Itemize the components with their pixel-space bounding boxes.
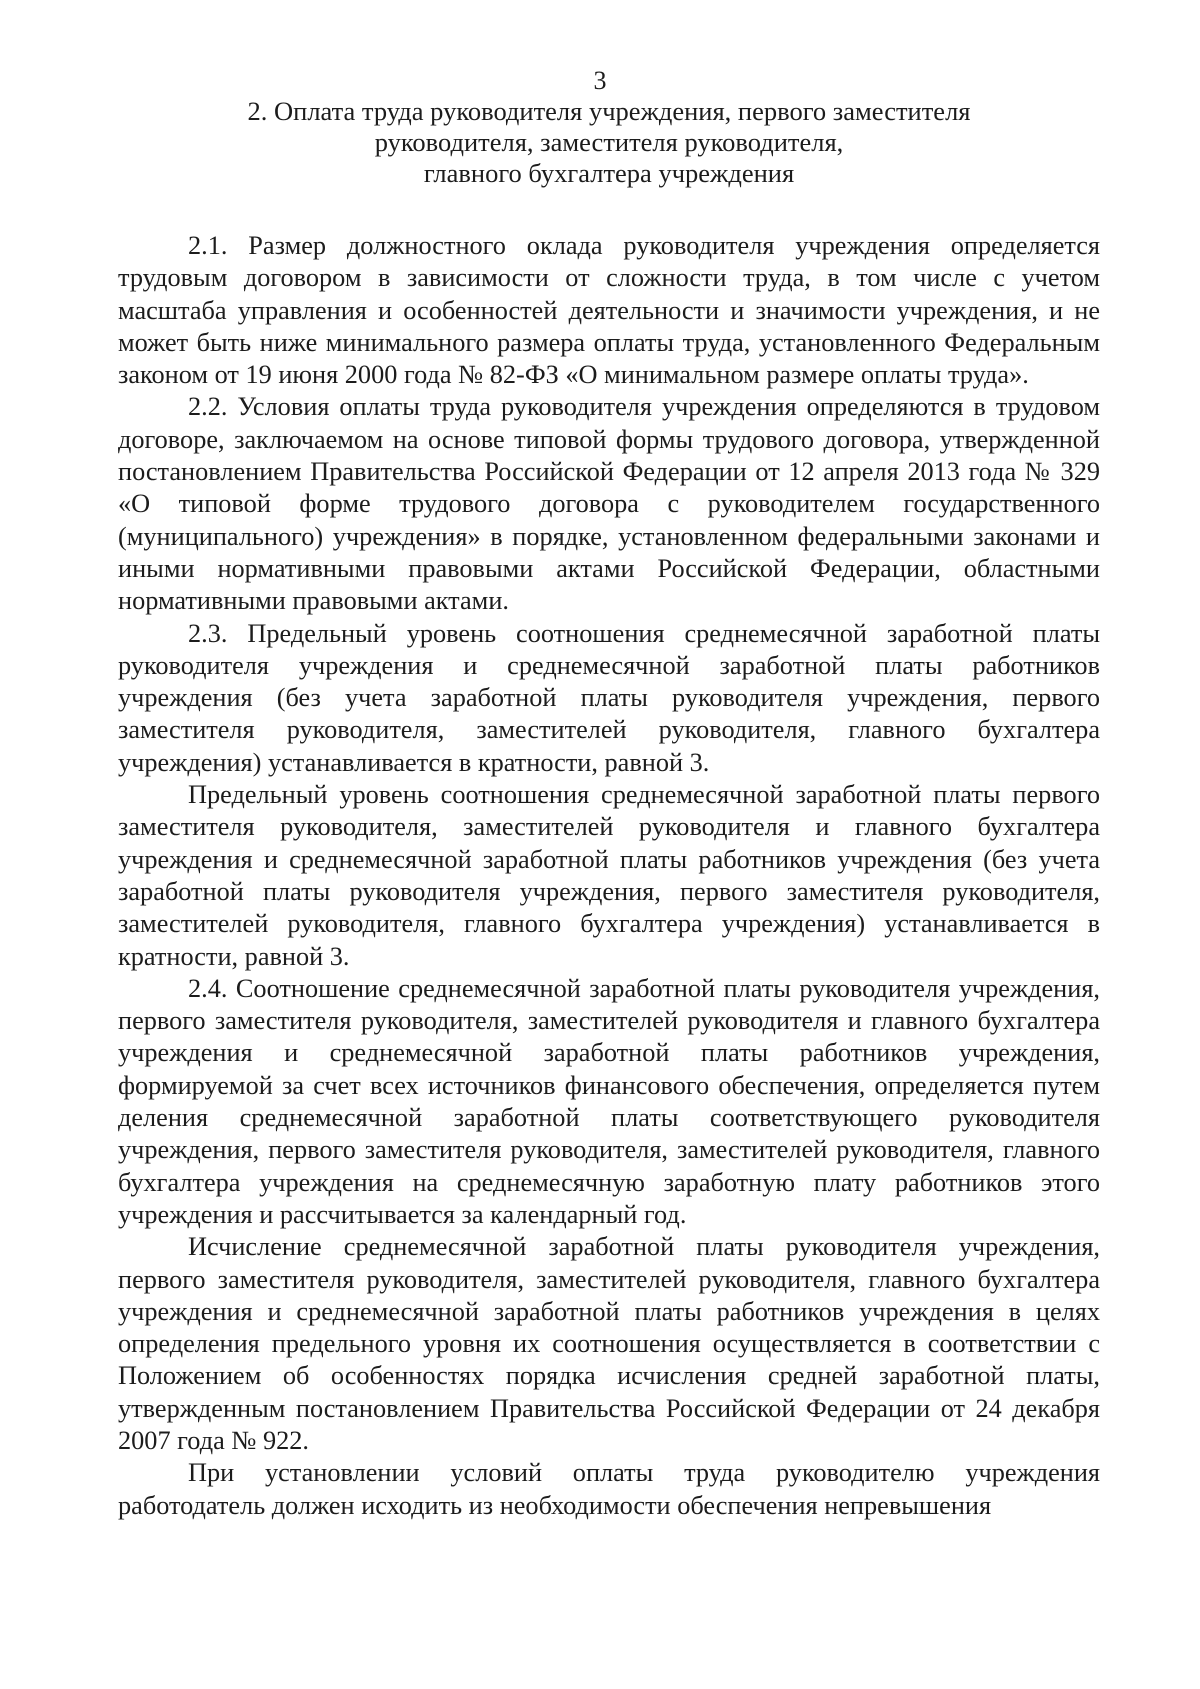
- section-heading: [118, 96, 1100, 189]
- section-heading-line: 2. Оплата труда руководителя учреждения, первого заместителя: [247, 96, 971, 126]
- page-number: 3: [593, 66, 607, 95]
- section-heading-line: руководителя, заместителя руководителя,: [374, 127, 844, 157]
- paragraph-2-4-employer: При установлении условий оплаты труда руководителю учреждения работодатель должен исходить из необходимости обеспечения непревышения: [118, 1458, 1100, 1520]
- section-heading-line: главного бухгалтера учреждения: [423, 158, 795, 188]
- body-text: [118, 230, 1100, 1522]
- paragraph-2-4-calculation: Исчисление среднемесячной заработной платы руководителя учреждения, первого заместителя руководителя, заместителей руководителя, главного бухгалтера учреждения и среднемесячной заработной платы работников учреждения в целях определения предельного уровня их соотношения осуществляется в соответствии с Положением об особенностях порядка исчисления средней заработной платы, утвержденным постановлением Правительства Российской Федерации от 24 декабря 2007 года № 922.: [118, 1232, 1100, 1455]
- paragraph-2-2: 2.2. Условия оплаты труда руководителя учреждения определяются в трудовом договоре, заключаемом на основе типовой формы трудового договора, утвержденной постановлением Правительства Российской Федерации от 12 апреля 2013 года № 329 «О типовой форме трудового договора с руководителем государственного (муниципального) учреждения» в порядке, установленном федеральными законами и иными нормативными правовыми актами Российской Федерации, областными нормативными правовыми актами.: [118, 392, 1100, 616]
- paragraph-2-4: 2.4. Соотношение среднемесячной заработной платы руководителя учреждения, первого заместителя руководителя, заместителей руководителя и главного бухгалтера учреждения и среднемесячной заработной платы работников учреждения, формируемой за счет всех источников финансового обеспечения, определяется путем деления среднемесячной заработной платы соответствующего руководителя учреждения, первого заместителя руководителя, заместителей руководителя, главного бухгалтера учреждения на среднемесячную заработную плату работников этого учреждения и рассчитывается за календарный год.: [118, 973, 1100, 1229]
- paragraph-2-1: 2.1. Размер должностного оклада руководителя учреждения определяется трудовым договором в зависимости от сложности труда, в том числе с учетом масштаба управления и особенностей деятельности и значимости учреждения, и не может быть ниже минимального размера оплаты труда, установленного Федеральным законом от 19 июня 2000 года № 82-ФЗ «О минимальном размере оплаты труда».: [118, 231, 1100, 390]
- paragraph-2-3: 2.3. Предельный уровень соотношения среднемесячной заработной платы руководителя учреждения и среднемесячной заработной платы работников учреждения (без учета заработной платы руководителя учреждения, первого заместителя руководителя, заместителей руководителя, главного бухгалтера учреждения) устанавливается в кратности, равной 3.: [118, 618, 1100, 777]
- paragraph-2-3-continued: Предельный уровень соотношения среднемесячной заработной платы первого заместителя руководителя, заместителей руководителя и главного бухгалтера учреждения и среднемесячной заработной платы работников учреждения (без учета заработной платы руководителя учреждения, первого заместителя руководителя, заместителей руководителя, главного бухгалтера учреждения) устанавливается в кратности, равной 3.: [118, 780, 1100, 971]
